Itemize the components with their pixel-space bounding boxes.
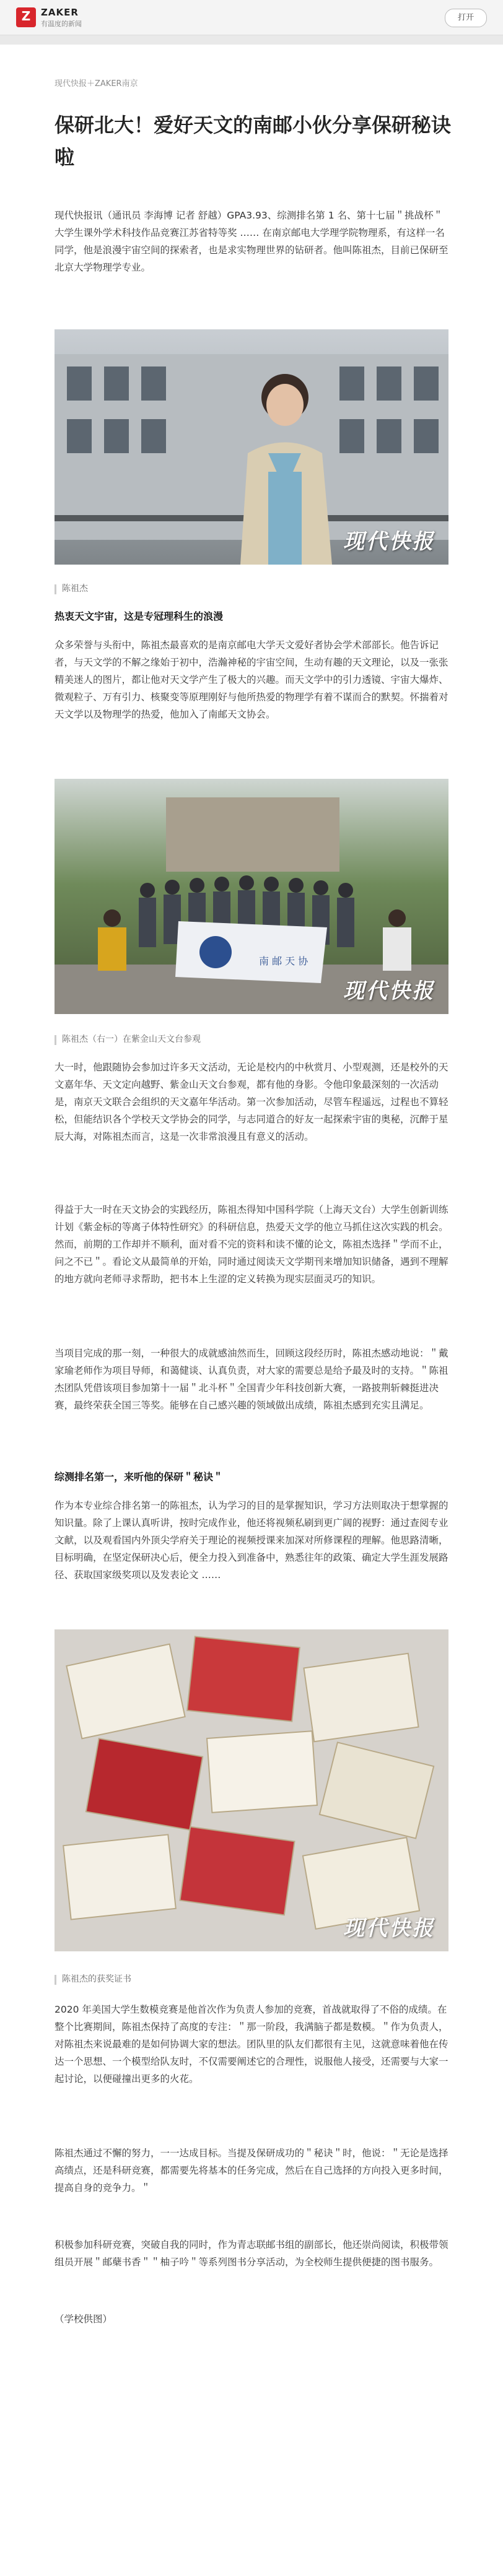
paragraph-study: 作为本专业综合排名第一的陈祖杰，认为学习的目的是掌握知识，学习方法则取决于想掌握的知识量。除了上课认真听讲，按时完成作业，他还将视频私刷到更广阔的视野：通过查阅专业文献，以及观看国内外顶尖学府关于理论的视频授课来加深对所修课程的理解。他思路清晰，目标明确，在坚定保研决心后，便全力投入到准备中，熟悉往年的政策、确定大学生涯发展路径、获取国家级奖项以及发表论文 …… <box>55 1500 448 1581</box>
caption-bar <box>55 584 56 594</box>
photo-watermark: 现代快报 <box>343 979 435 1004</box>
caption-portrait: 陈祖杰 <box>62 584 88 594</box>
breadcrumb[interactable]: 现代快报＋ZAKER南京 <box>55 79 138 89</box>
caption-group: 陈祖杰（右一）在紫金山天文台参观 <box>62 1034 201 1044</box>
photo-group <box>55 779 448 1014</box>
photo-certificates <box>55 1629 448 1951</box>
caption-certificates: 陈祖杰的获奖证书 <box>62 1974 131 1984</box>
paragraph-contest: 2020 年美国大学生数模竞赛是他首次作为负责人参加的竞赛，首战就取得了不俗的成绩。在整个比赛期间，陈祖杰保持了高度的专注：＂那一阶段，我满脑子都是数模。＂作为负责人，对陈祖杰来说最难的是如何协调大家的想法。团队里的队友们都很有主见，这就意味着他在传达一个思想、一个模型给队友时，不仅需要阐述它的合理性，说服他人接受，还需要与大家一起讨论，以便碰撞出更多的火花。 <box>55 2004 448 2084</box>
logo-letter: Z <box>21 9 31 24</box>
heading-tips: 综测排名第一，来听他的保研＂秘诀＂ <box>55 1471 224 1483</box>
paragraph-reading: 积极参加科研竞赛，突破自我的同时，作为青志联邮书组的副部长，他还崇尚阅读，积极带领组员开展＂邮蘖书香＂＂柚子吟＂等系列图书分享活动，为全校师生提供便捷的图书服务。 <box>55 2239 448 2268</box>
paragraph-research: 得益于大一时在天文协会的实践经历，陈祖杰得知中国科学院（上海天文台）大学生创新训练计划《紫金标的等离子体特性研究》的科研信息，热爱天文学的他立马抓住这次实践的机会。然而，前期的工作却并不顺利，面对看不完的资料和读不懂的论文，陈祖杰选择＂学而不止，问之不已＂。看论文从最简单的开始，同时通过阅读天文学期刊来增加知识储备，遇到不理解的地方就向老师寻求帮助，把书本上生涩的定义转换为现实层面灵巧的知识。 <box>55 1204 448 1285</box>
flag-text: 南 邮 天 协 <box>259 955 308 967</box>
app-header <box>0 0 503 35</box>
app-slogan: 有温度的新闻 <box>41 20 82 28</box>
heading-astronomy: 热衷天文宇宙，这是专冠理科生的浪漫 <box>55 610 224 622</box>
app-name: ZAKER <box>41 7 79 18</box>
paragraph-intro: 现代快报讯（通讯员 李海博 记者 舒越）GPA3.93、综测排名第 1 名、第十七届＂挑战杯＂大学生课外学术科技作品竞赛江苏省特等奖 …… 在南京邮电大学理学院物理系，有这样一名同学，他是浪漫宇宙空间的探索者，也是求实物理世界的钻研者。他叫陈祖杰，目前已保研至北京大学物理学专业。 <box>55 210 448 273</box>
paragraph-astronomy: 众多荣誉与头衔中，陈祖杰最喜欢的是南京邮电大学天文爱好者协会学术部部长。他告诉记者，与天文学的不解之缘始于初中，浩瀚神秘的宇宙空间，生动有趣的天文理论，以及一张张精美迷人的图片，都让他对天文学产生了极大的兴趣。而天文学中的引力透镜、宇宙大爆炸、微观粒子、万有引力、核聚变等原理刚好与他所热爱的物理学有着不谋而合的默契。怀揣着对天文学以及物理学的热爱，他加入了南邮天文协会。 <box>55 640 448 720</box>
certificates-illustration <box>55 1629 448 1951</box>
caption-bar <box>55 1975 56 1985</box>
paragraph-project: 当项目完成的那一刻，一种很大的成就感油然而生，回顾这段经历时，陈祖杰感动地说：＂戴家瑜老师作为项目导师，和蔼健谈、认真负责，对大家的需要总是给予最及时的支持。＂陈祖杰团队凭借该项目参加第十一届＂北斗杯＂全国青少年科技创新大赛，一路披荆斩棘挺进决赛，最终荣获全国三等奖。能够在自己感兴趣的领域做出成绩，陈祖杰感到充实且满足。 <box>55 1348 448 1411</box>
open-app-button[interactable]: 打开 <box>445 9 487 27</box>
article-card <box>0 45 503 2576</box>
photo-watermark: 现代快报 <box>343 1916 435 1941</box>
photo-credit: （学校供图） <box>55 2314 113 2325</box>
article-title: 保研北大！爱好天文的南邮小伙分享保研秘诀啦 <box>55 113 452 169</box>
zaker-logo-icon <box>16 7 36 27</box>
paragraph-activities: 大一时，他跟随协会参加过许多天文活动，无论是校内的中秋赏月、小型观测，还是校外的天文嘉年华、天文定向越野、紫金山天文台参观，都有他的身影。令他印象最深刻的一次活动是，南京天文联合会组织的天文嘉年华活动。第一次参加活动，尽管车程遥远，过程也不算轻松，但能结识各个学校天文学协会的同学，与志同道合的好友一起探索宇宙的奥秘，沉醉于星辰大海，对陈祖杰而言，这是一次非常浪漫且有意义的活动。 <box>55 1062 448 1142</box>
photo-watermark: 现代快报 <box>343 529 435 554</box>
paragraph-secret: 陈祖杰通过不懈的努力，一一达成目标。当提及保研成功的＂秘诀＂时，他说：＂无论是选择高绩点，还是科研竞赛，都需要先将基本的任务完成，然后在自己选择的方向投入更多时间，提高自身的竞争力。＂ <box>55 2148 448 2193</box>
caption-bar <box>55 1035 56 1045</box>
photo-portrait <box>55 329 448 565</box>
